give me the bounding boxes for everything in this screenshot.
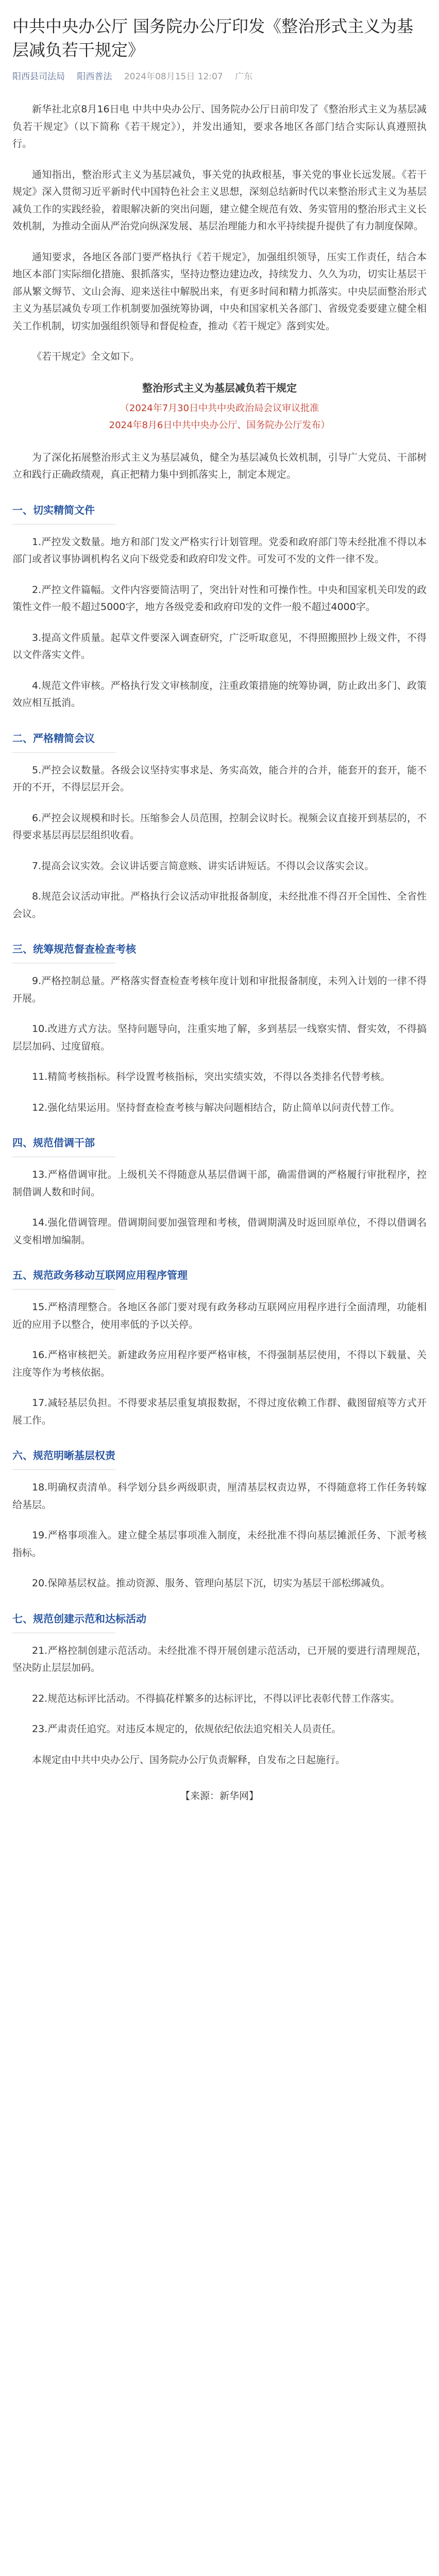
section-paragraph: 19.严格事项准入。建立健全基层事项准入制度，未经批准不得向基层摊派任务、下派考核指标。 (12, 1530, 427, 1558)
section-divider (12, 1289, 115, 1290)
section-heading-text: 四、规范借调干部 (12, 1137, 95, 1149)
section-paragraph: 4.规范文件审核。严格执行发文审核制度，注重政策措施的统筹协调，防止政出多门、政策效应相互抵消。 (12, 680, 427, 708)
section-paragraph: 9.严格控制总量。严格落实督查检查考核年度计划和审批报备制度，未列入计划的一律不得开展。 (12, 975, 427, 1004)
section-heading (12, 730, 427, 753)
section-paragraph: 11.精简考核指标。科学设置考核指标，突出实绩实效，不得以各类排名代替考核。 (32, 1071, 391, 1082)
regulation-sections (12, 501, 427, 1738)
publish-location: 广东 (235, 72, 253, 82)
section-heading-text: 一、切实精简文件 (12, 503, 95, 516)
section-paragraph: 16.严格审核把关。新建政务应用程序要严格审核，不得强制基层使用，不得以下载量、关注度等作为考核依据。 (12, 1349, 427, 1378)
section-heading (12, 1447, 427, 1470)
section-heading-text: 六、规范明晰基层权责 (12, 1449, 115, 1462)
section-paragraph: 20.保障基层权益。推动资源、服务、管理向基层下沉，切实为基层干部松绑减负。 (32, 1578, 391, 1589)
section-heading-text: 二、严格精简会议 (12, 732, 95, 744)
section-paragraph: 17.减轻基层负担。不得要求基层重复填报数据，不得过度依赖工作群、截图留痕等方式开展工作。 (12, 1397, 427, 1426)
source-footer: 【来源：新华网】 (180, 1790, 259, 1802)
section-paragraph: 18.明确权责清单。科学划分县乡两级职责，厘清基层权责边界，不得随意将工作任务转嫁给基层。 (12, 1482, 427, 1511)
section-heading-text: 三、统筹规范督查检查考核 (12, 943, 136, 955)
section-paragraph: 22.规范达标评比活动。不得搞花样繁多的达标评比，不得以评比表彰代替工作落实。 (32, 1692, 400, 1704)
article-title: 中共中央办公厅 国务院办公厅印发《整治形式主义为基层减负若干规定》 (12, 16, 414, 60)
regulation-date-line-2: 2024年8月6日中共中央办公厅、国务院办公厅发布） (109, 419, 330, 431)
section-paragraph: 8.规范会议活动审批。严格执行会议活动审批报备制度，未经批准不得召开全国性、全省性会议。 (12, 891, 427, 920)
requirement-paragraph: 通知要求，各地区各部门要严格执行《若干规定》，加强组织领导，压实工作责任，结合本地区本部门实际细化措施、狠抓落实，坚持边整边建边改，持续发力、久久为功，切实让基层干部从繁文缛节、文山会海、迎来送往中解脱出来，有更多时间和精力抓落实。中央层面整治形式主义为基层减负专项工作机制要加强统筹协调，中央和国家机关各部门、省级党委要建立健全相关工作机制，切实加强组织领导和督促检查，推动《若干规定》落到实处。 (12, 251, 427, 332)
section-paragraph: 13.严格借调审批。上级机关不得随意从基层借调干部，确需借调的严格履行审批程序，控制借调人数和时间。 (12, 1169, 427, 1198)
section-divider (12, 1469, 115, 1470)
section-heading (12, 1266, 427, 1290)
section-paragraph: 10.改进方式方法。坚持问题导向，注重实地了解，多到基层一线察实情、督实效，不得搞层层加码、过度留痕。 (12, 1023, 427, 1052)
source-name[interactable]: 阳西县司法局 (12, 72, 65, 82)
section-paragraph: 12.强化结果运用。坚持督查检查考核与解决问题相结合，防止简单以问责代替工作。 (32, 1101, 400, 1113)
section-paragraph: 7.提高会议实效。会议讲话要言简意赅、讲实话讲短话。不得以会议落实会议。 (32, 860, 375, 872)
section-heading (12, 940, 427, 963)
regulation-date-line-1: （2024年7月30日中共中央政治局会议审议批准 (120, 402, 319, 414)
section-divider (12, 752, 115, 753)
section-paragraph: 1.严控发文数量。地方和部门发文严格实行计划管理。党委和政府部门等未经批准不得以本部门或者议事协调机构名义向下级党委和政府印发文件。可发可不发的文件一律不发。 (12, 536, 427, 565)
notice-paragraph: 通知指出，整治形式主义为基层减负，事关党的执政根基，事关党的事业长远发展。《若干规定》深入贯彻习近平新时代中国特色社会主义思想，深刻总结新时代以来整治形式主义为基层减负工作的实践经验，着眼解决新的突出问题，建立健全规范有效、务实管用的整治形式主义长效机制，为推动全面从严治党向纵深发展、基层治理能力和水平持续提升提供了有力制度保障。 (12, 168, 427, 232)
section-heading-text: 七、规范创建示范和达标活动 (12, 1612, 146, 1625)
publish-datetime: 2024年08月15日 12:07 (124, 72, 223, 82)
section-paragraph: 21.严格控制创建示范活动。未经批准不得开展创建示范活动，已开展的要进行清理规范，坚决防止层层加码。 (12, 1645, 427, 1673)
section-paragraph: 23.严肃责任追究。对违反本规定的，依规依纪依法追究相关人员责任。 (32, 1723, 342, 1735)
article-meta (12, 70, 427, 83)
account-name[interactable]: 阳西普法 (77, 72, 112, 82)
section-paragraph: 15.严格清理整合。各地区各部门要对现有政务移动互联网应用程序进行全面清理，功能相近的应用予以整合，使用率低的予以关停。 (12, 1301, 427, 1330)
preface-paragraph: 为了深化拓展整治形式主义为基层减负，健全为基层减负长效机制，引导广大党员、干部树立和践行正确政绩观，真正把精力集中到抓落实上，制定本规定。 (12, 451, 427, 480)
intro-paragraph: 新华社北京8月16日电 中共中央办公厅、国务院办公厅日前印发了《整治形式主义为基层减负若干规定》（以下简称《若干规定》），并发出通知，要求各地区各部门结合实际认真遵照执行。 (12, 104, 427, 149)
section-paragraph: 2.严控文件篇幅。文件内容要简洁明了，突出针对性和可操作性。中央和国家机关印发的政策性文件一般不超过5000字，地方各级党委和政府印发的文件一般不超过4000字。 (12, 584, 427, 613)
fulltext-note: 《若干规定》全文如下。 (32, 351, 140, 362)
section-paragraph: 6.严控会议规模和时长。压缩参会人员范围，控制会议时长。视频会议直接开到基层的，不得要求基层再层层组织收看。 (12, 812, 427, 841)
section-heading (12, 501, 427, 524)
section-paragraph: 14.强化借调管理。借调期间要加强管理和考核，借调期满及时返回原单位，不得以借调名义变相增加编制。 (12, 1217, 427, 1246)
section-heading (12, 1610, 427, 1633)
regulation-date (12, 400, 427, 434)
closing-paragraph: 本规定由中共中央办公厅、国务院办公厅负责解释，自发布之日起施行。 (32, 1754, 346, 1766)
section-paragraph: 3.提高文件质量。起草文件要深入调查研究，广泛听取意见，不得照搬照抄上级文件，不得以文件落实文件。 (12, 632, 427, 660)
section-heading-text: 五、规范政务移动互联网应用程序管理 (12, 1269, 188, 1281)
section-paragraph: 5.严控会议数量。各级会议坚持实事求是、务实高效，能合并的合并，能套开的套开，能不开的不开，不得层层开会。 (12, 764, 427, 793)
section-heading (12, 1134, 427, 1157)
regulation-title: 整治形式主义为基层减负若干规定 (142, 381, 297, 394)
